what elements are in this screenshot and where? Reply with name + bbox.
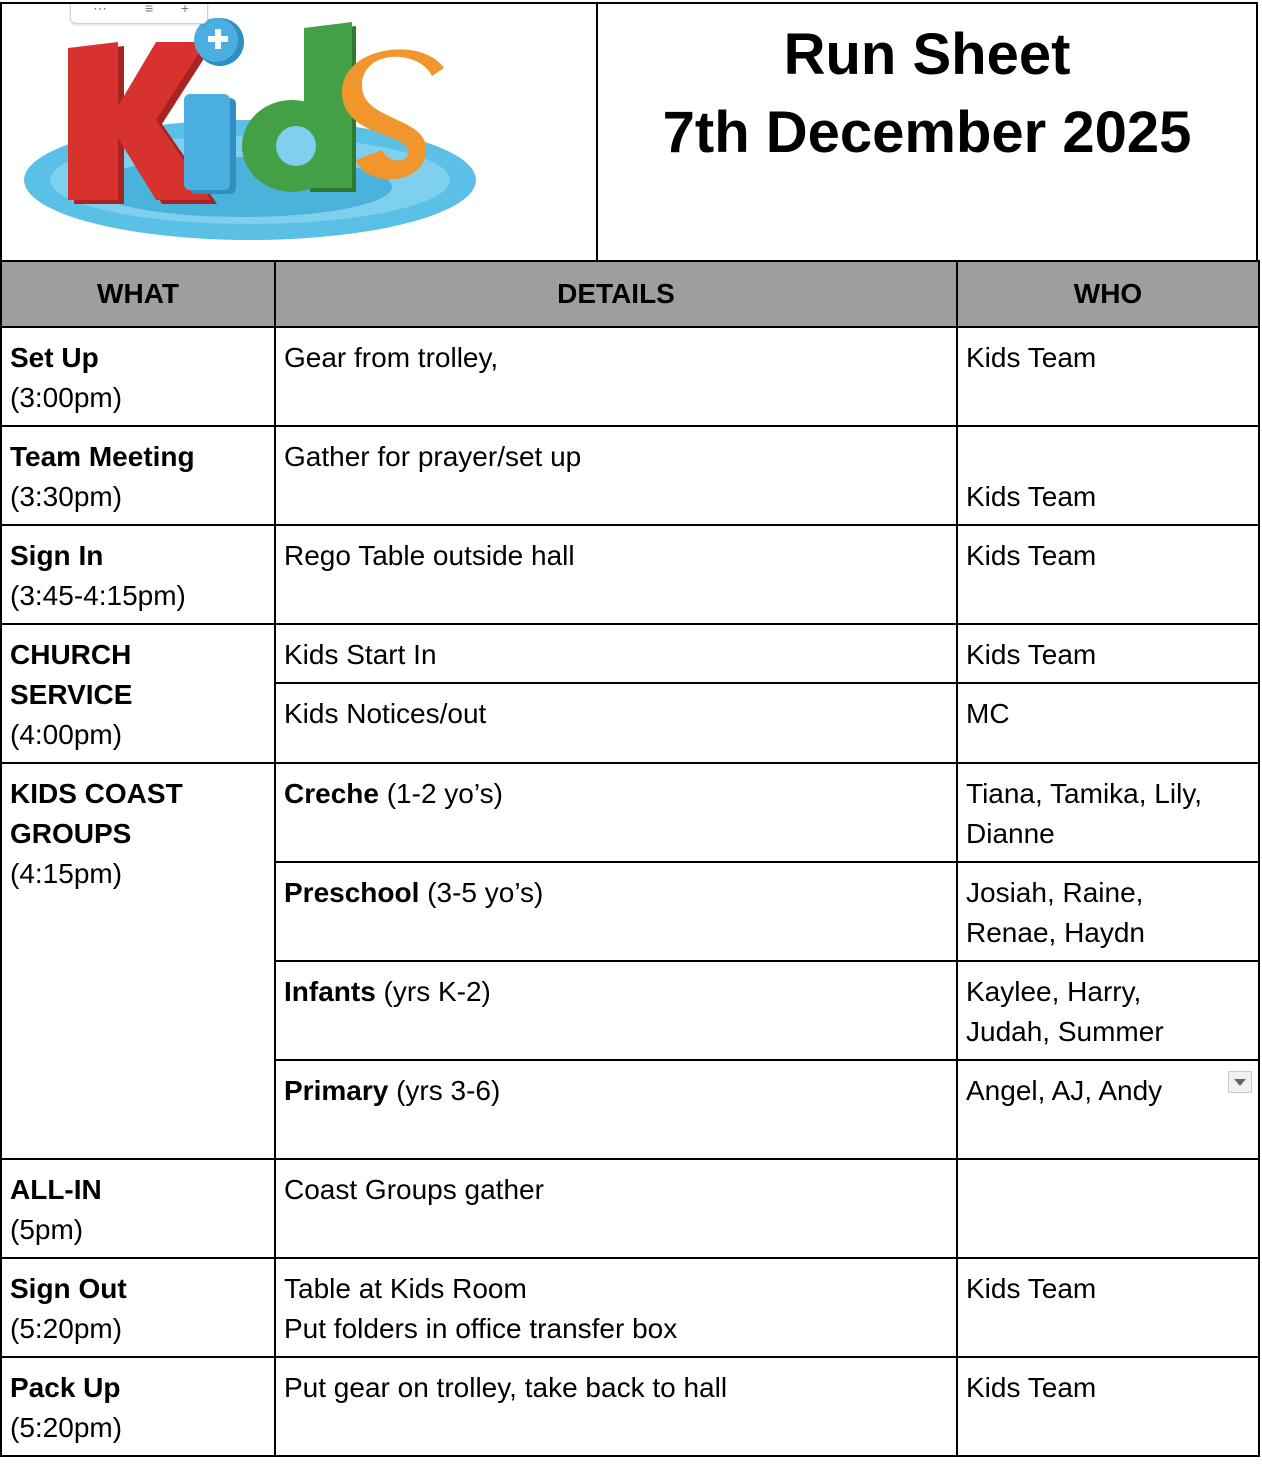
row-time: (3:45-4:15pm)	[10, 580, 186, 611]
row-time: (4:15pm)	[10, 858, 123, 889]
row-title-line1: KIDS COAST	[10, 778, 183, 809]
details-text: Rego Table outside hall	[284, 540, 575, 571]
row-time: (3:30pm)	[10, 481, 123, 512]
who-text: MC	[966, 698, 1010, 729]
page-title: Run Sheet	[783, 22, 1071, 87]
row-title: ALL-IN	[10, 1174, 102, 1205]
what-cell[interactable]	[1, 525, 275, 624]
details-cell[interactable]	[275, 426, 957, 525]
who-cell[interactable]	[957, 624, 1259, 683]
details-text: Table at Kids Room	[284, 1273, 527, 1304]
details-text: Put folders in office transfer box	[284, 1313, 678, 1344]
details-cell[interactable]	[275, 1060, 957, 1159]
row-time: (5:20pm)	[10, 1313, 123, 1344]
who-text: Kids Team	[966, 342, 1097, 373]
header-table	[0, 2, 1258, 260]
details-text: Kids Start In	[284, 639, 437, 670]
header-who: WHO	[957, 261, 1259, 327]
header-what: WHAT	[1, 261, 275, 327]
what-cell[interactable]	[1, 426, 275, 525]
who-cell[interactable]	[957, 1159, 1259, 1258]
group-age: (yrs K-2)	[375, 976, 491, 1007]
row-title: Pack Up	[10, 1372, 121, 1403]
row-title: Team Meeting	[10, 441, 195, 472]
group-name: Preschool	[284, 877, 420, 908]
who-cell[interactable]	[957, 1060, 1259, 1159]
who-cell[interactable]	[957, 426, 1259, 525]
who-text: Renae, Haydn	[966, 917, 1146, 948]
who-text: Tiana, Tamika, Lily,	[966, 778, 1203, 809]
details-cell[interactable]	[275, 683, 957, 763]
table-header-row	[1, 261, 1259, 327]
table-row	[1, 1159, 1259, 1258]
logo-cell	[2, 4, 598, 260]
row-title-line2: SERVICE	[10, 679, 133, 710]
details-cell[interactable]	[275, 624, 957, 683]
what-cell[interactable]	[1, 624, 275, 763]
group-age: (yrs 3-6)	[388, 1075, 501, 1106]
details-cell[interactable]	[275, 525, 957, 624]
table-row	[1, 1258, 1259, 1357]
table-row	[1, 1357, 1259, 1456]
what-cell[interactable]	[1, 763, 275, 1159]
who-cell[interactable]	[957, 862, 1259, 961]
who-text: Judah, Summer	[966, 1016, 1164, 1047]
details-text: Gear from trolley,	[284, 342, 499, 373]
table-row	[1, 327, 1259, 426]
dropdown-arrow-icon[interactable]	[1228, 1071, 1252, 1093]
details-cell[interactable]	[275, 327, 957, 426]
add-icon[interactable]: +	[181, 4, 190, 16]
who-cell[interactable]	[957, 525, 1259, 624]
who-cell[interactable]	[957, 1357, 1259, 1456]
who-text: Kids Team	[966, 481, 1097, 512]
group-name: Primary	[284, 1075, 389, 1106]
kids-logo[interactable]	[12, 12, 492, 252]
row-title: Sign Out	[10, 1273, 127, 1304]
table-row	[1, 763, 1259, 862]
what-cell[interactable]	[1, 1357, 275, 1456]
table-row	[1, 525, 1259, 624]
row-time: (5:20pm)	[10, 1412, 123, 1443]
row-title: Sign In	[10, 540, 104, 571]
page-date: 7th December 2025	[662, 100, 1192, 165]
details-text: Coast Groups gather	[284, 1174, 544, 1205]
details-cell[interactable]	[275, 1357, 957, 1456]
who-cell[interactable]	[957, 1258, 1259, 1357]
details-text: Gather for prayer/set up	[284, 441, 582, 472]
title-cell	[598, 4, 1256, 260]
who-text: Kids Team	[966, 639, 1097, 670]
what-cell[interactable]	[1, 1159, 275, 1258]
text-wrap-icon[interactable]: ≡	[145, 4, 154, 16]
run-sheet-table	[0, 260, 1260, 1457]
details-cell[interactable]	[275, 961, 957, 1060]
group-age: (3-5 yo’s)	[419, 877, 544, 908]
who-cell[interactable]	[957, 327, 1259, 426]
details-text: Put gear on trolley, take back to hall	[284, 1372, 728, 1403]
details-cell[interactable]	[275, 862, 957, 961]
image-toolbar[interactable]	[70, 4, 208, 24]
row-time: (5pm)	[10, 1214, 84, 1245]
drag-handle-icon[interactable]: ⋯	[93, 4, 107, 16]
who-text: Josiah, Raine,	[966, 877, 1144, 908]
who-text: Angel, AJ, Andy	[966, 1075, 1163, 1106]
group-name: Infants	[284, 976, 376, 1007]
who-cell[interactable]	[957, 961, 1259, 1060]
row-title: Set Up	[10, 342, 99, 373]
row-time: (4:00pm)	[10, 719, 123, 750]
row-title-line1: CHURCH	[10, 639, 132, 670]
header-details: DETAILS	[275, 261, 957, 327]
group-name: Creche	[284, 778, 379, 809]
details-text: Kids Notices/out	[284, 698, 487, 729]
row-time: (3:00pm)	[10, 382, 123, 413]
who-text: Dianne	[966, 818, 1055, 849]
group-age: (1-2 yo’s)	[378, 778, 503, 809]
who-text: Kids Team	[966, 540, 1097, 571]
who-cell[interactable]	[957, 763, 1259, 862]
who-text: Kids Team	[966, 1273, 1097, 1304]
who-text: Kaylee, Harry,	[966, 976, 1142, 1007]
who-text: Kids Team	[966, 1372, 1097, 1403]
row-title-line2: GROUPS	[10, 818, 132, 849]
what-cell[interactable]	[1, 327, 275, 426]
details-cell[interactable]	[275, 1159, 957, 1258]
what-cell[interactable]	[1, 1258, 275, 1357]
who-cell[interactable]	[957, 683, 1259, 763]
table-row	[1, 624, 1259, 683]
table-row	[1, 426, 1259, 525]
details-cell[interactable]	[275, 1258, 957, 1357]
details-cell[interactable]	[275, 763, 957, 862]
